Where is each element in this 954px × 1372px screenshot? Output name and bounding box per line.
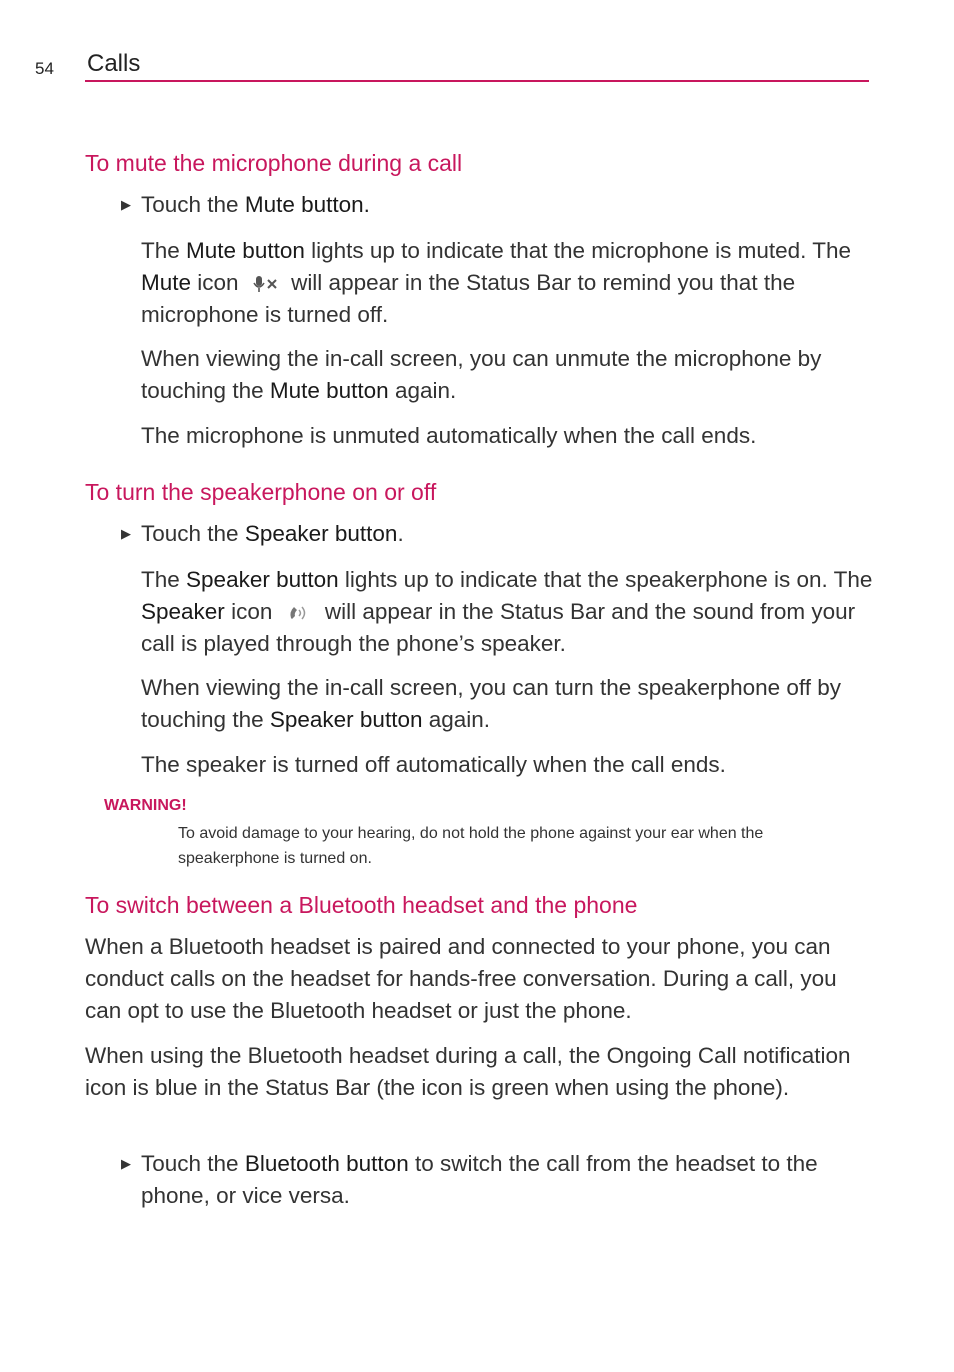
bullet-prefix: Touch the [141, 1151, 245, 1176]
bullet-prefix: Touch the [141, 521, 245, 546]
speaker-heading: To turn the speakerphone on or off [85, 479, 437, 505]
header-rule [85, 80, 869, 82]
text-run: When viewing the in-call screen, you can turn the speakerphone off by touching the [141, 675, 841, 732]
mute-heading: To mute the microphone during a call [85, 150, 463, 176]
bluetooth-heading: To switch between a Bluetooth headset and the phone [85, 892, 638, 918]
text-run: The [141, 567, 187, 592]
speaker-paragraph-3: The speaker is turned off automatically when the call ends. [141, 752, 726, 777]
chapter-title: Calls [87, 50, 141, 77]
mute-bullet-text [141, 189, 876, 221]
triangle-bullet-icon: ▶ [121, 526, 131, 541]
page-number: 54 [35, 59, 54, 78]
text-run: icon [191, 270, 245, 295]
text-run: again. [388, 378, 457, 403]
mute-paragraph-1 [141, 235, 876, 331]
text-run: lights up to indicate that the speakerphone is on. The [338, 567, 873, 592]
speaker-button-ref: Speaker button [269, 707, 423, 732]
speaker-status-icon [283, 602, 315, 624]
text-run: icon [224, 599, 279, 624]
warning-text: To avoid damage to your hearing, do not hold the phone against your ear when the speakerphone is turned on. [178, 825, 764, 867]
mute-button-ref: Mute button [269, 378, 389, 403]
bullet-prefix: Touch the [141, 192, 245, 217]
text-run: to switch the call from the headset to the phone, or vice versa. [141, 1151, 818, 1208]
text-run: . [397, 521, 404, 546]
mute-paragraph-3: The microphone is unmuted automatically when the call ends. [141, 423, 757, 448]
speaker-paragraph-1 [141, 564, 876, 660]
mute-ref: Mute [141, 270, 192, 295]
speaker-ref: Speaker [141, 599, 225, 624]
bluetooth-button-ref: Bluetooth button [244, 1151, 409, 1176]
triangle-bullet-icon: ▶ [121, 1156, 131, 1171]
speaker-button-ref: Speaker button [186, 567, 339, 592]
text-run: When viewing the in-call screen, you can unmute the microphone by touching the [141, 346, 822, 403]
triangle-bullet-icon: ▶ [121, 197, 131, 212]
text-run: lights up to indicate that the microphone is muted. The [304, 238, 852, 263]
text-run: will appear in the Status Bar and the sound from your call is played through the phone’s speaker. [141, 599, 856, 656]
text-run: again. [422, 707, 491, 732]
mute-button-ref: Mute button. [244, 192, 370, 217]
speaker-paragraph-2 [141, 672, 876, 736]
text-run: The [141, 238, 187, 263]
mute-button-ref: Mute button [186, 238, 305, 263]
text-run: will appear in the Status Bar to remind you that the microphone is turned off. [141, 270, 796, 327]
mute-status-icon [249, 273, 281, 295]
bluetooth-paragraph-2: When using the Bluetooth headset during a call, the Ongoing Call notification icon is blue in the Status Bar (the icon is green when using the phone). [85, 1043, 851, 1100]
warning-label: WARNING! [104, 797, 187, 814]
bluetooth-bullet-text [141, 1148, 876, 1212]
bluetooth-paragraph-1: When a Bluetooth headset is paired and connected to your phone, you can conduct calls on the headset for hands-free conversation. During a call, you can opt to use the Bluetooth headset or just the phone. [85, 934, 837, 1023]
speaker-bullet-text [141, 518, 876, 550]
speaker-button-ref: Speaker button [244, 521, 398, 546]
mute-paragraph-2 [141, 343, 876, 407]
